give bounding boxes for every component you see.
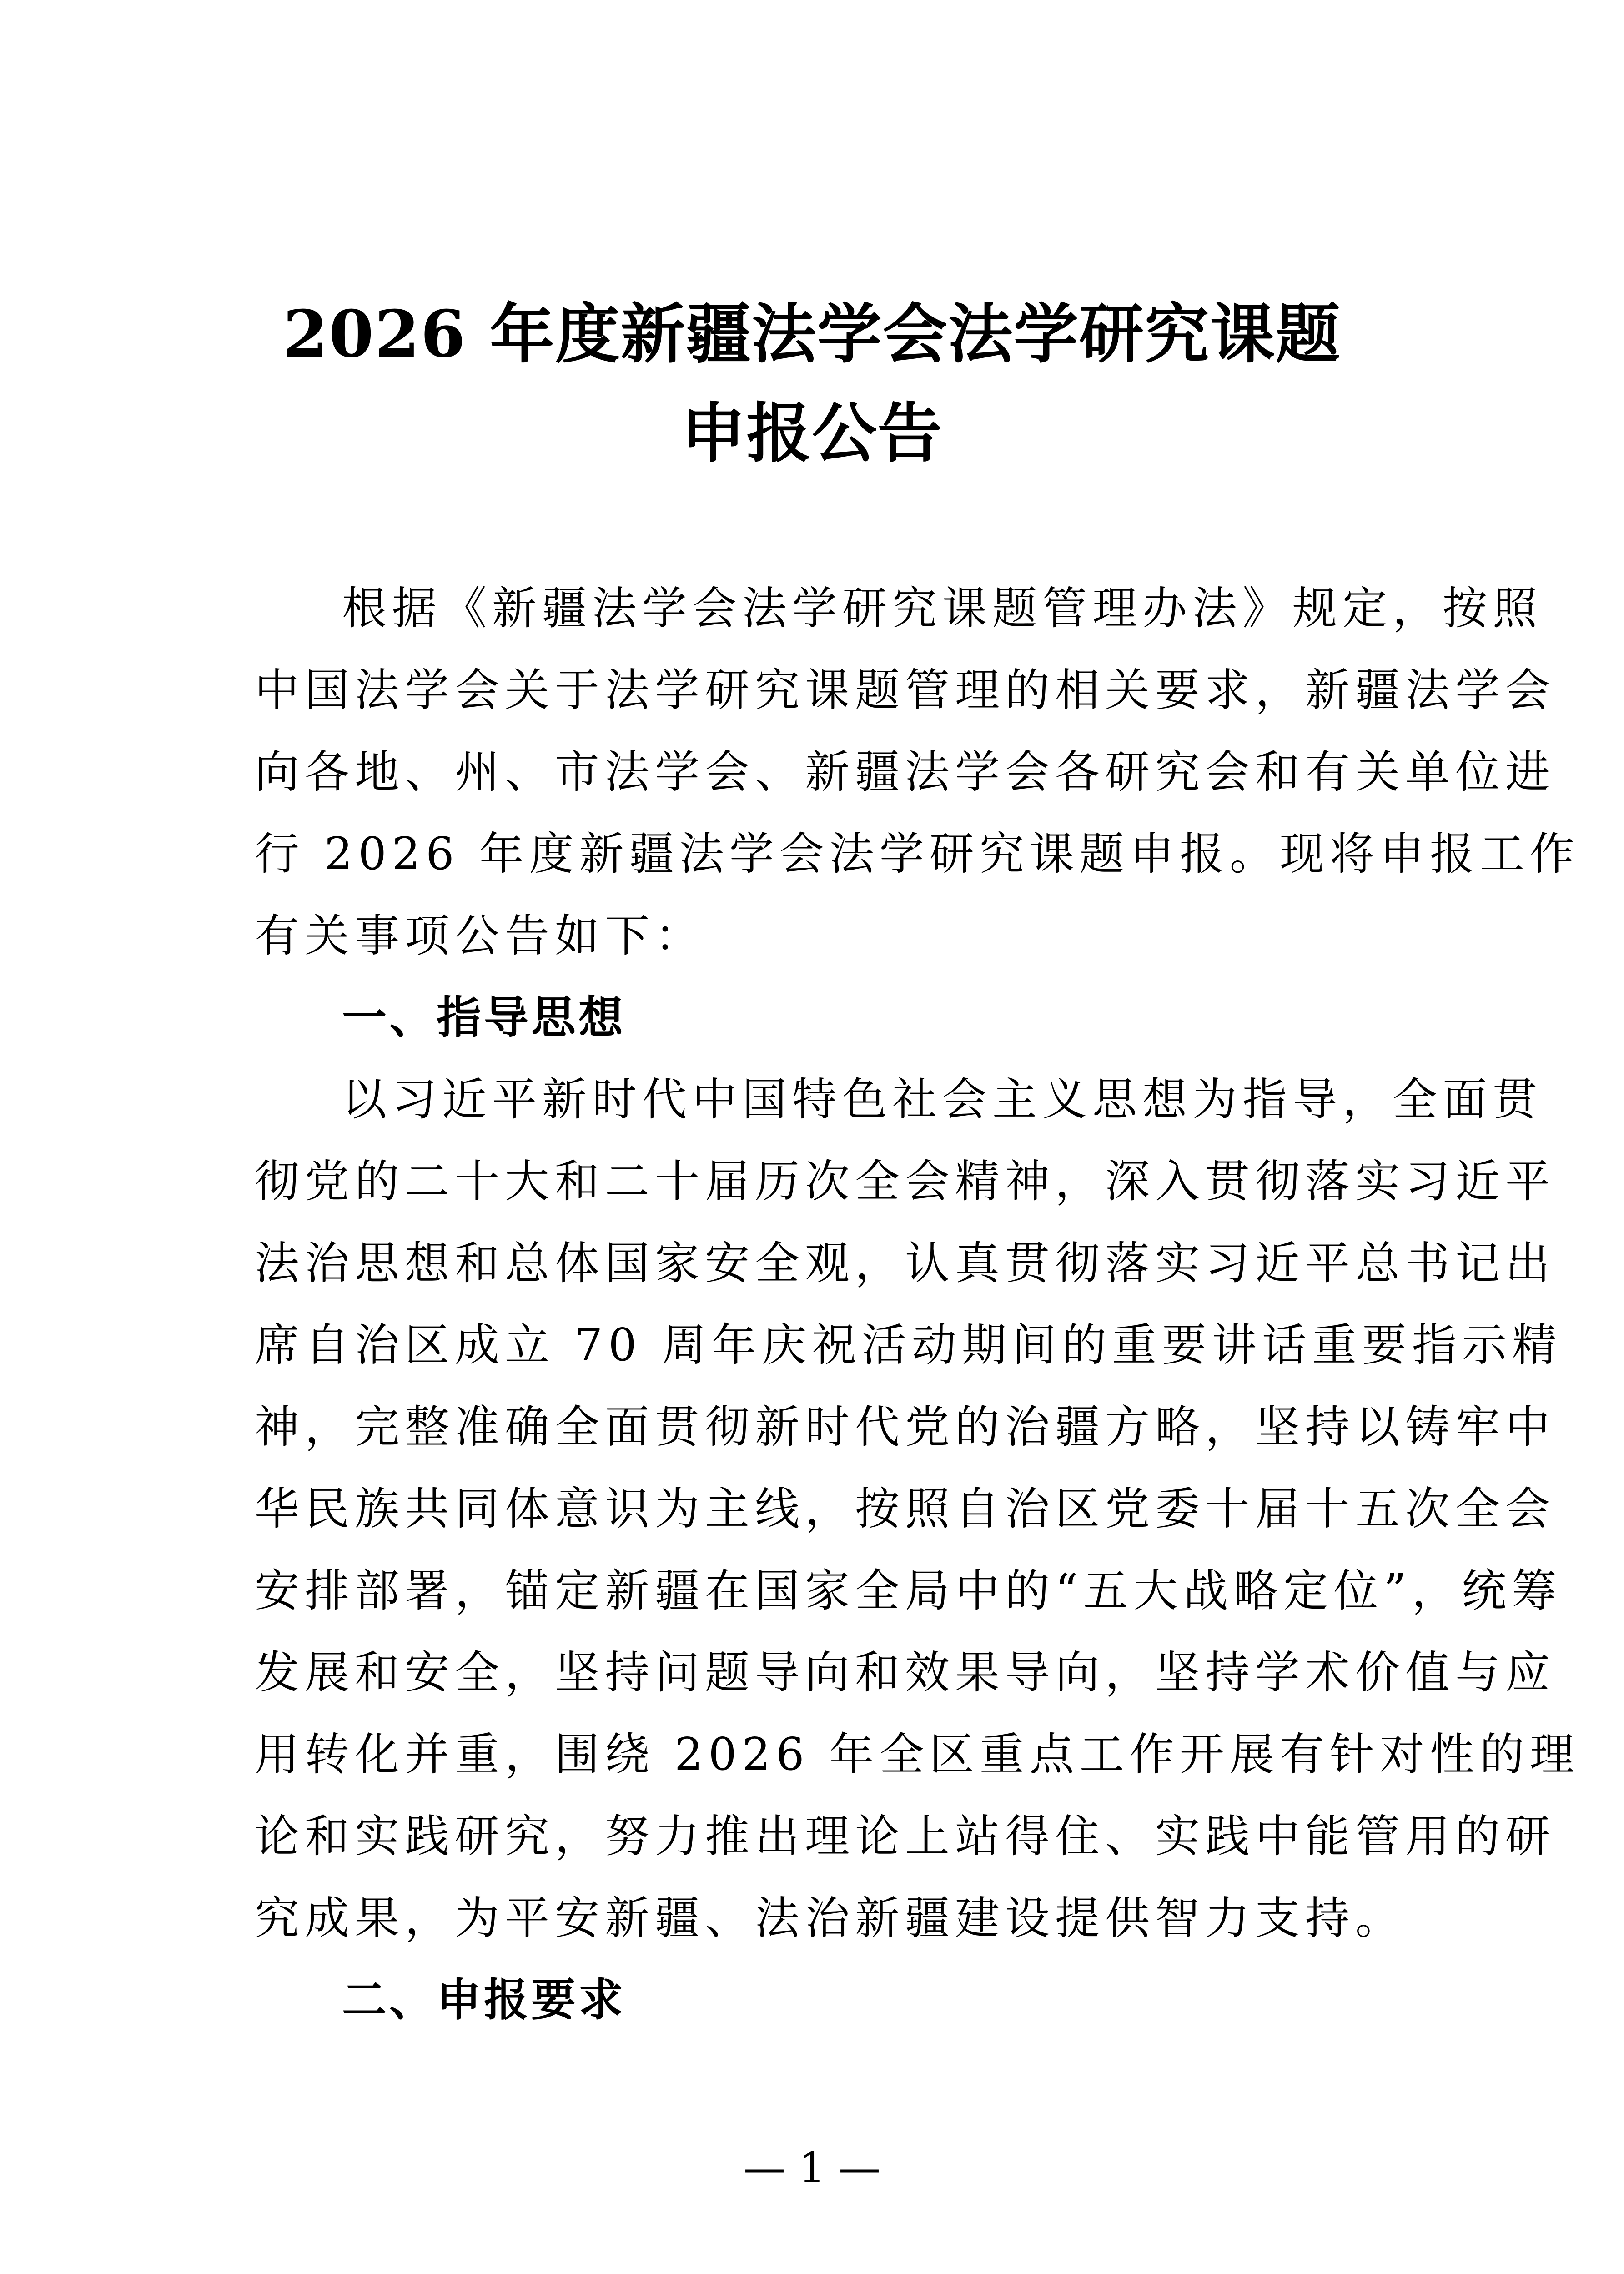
- section1-line: 用转化并重，围绕 2026 年全区重点工作开展有针对性的理: [255, 1729, 1580, 1781]
- document-title-line2: 申报公告: [681, 396, 943, 471]
- section1-line: 法治思想和总体国家安全观，认真贯彻落实习近平总书记出: [255, 1238, 1556, 1289]
- section-heading-application-requirements: 二、申报要求: [342, 1974, 626, 2026]
- section1-line: 华民族共同体意识为主线，按照自治区党委十届十五次全会: [255, 1483, 1556, 1535]
- section1-line: 神，完整准确全面贯彻新时代党的治疆方略，坚持以铸牢中: [255, 1401, 1556, 1453]
- section1-line: 论和实践研究，努力推出理论上站得住、实践中能管用的研: [255, 1811, 1556, 1862]
- intro-line: 行 2026 年度新疆法学会法学研究课题申报。现将申报工作: [255, 828, 1580, 880]
- section1-line: 安排部署，锚定新疆在国家全局中的“五大战略定位”，统筹: [255, 1565, 1562, 1617]
- intro-line: 根据《新疆法学会法学研究课题管理办法》规定，按照: [342, 583, 1543, 634]
- intro-line: 有关事项公告如下：: [255, 910, 705, 962]
- page-number: — 1 —: [743, 2143, 881, 2192]
- section1-line: 究成果，为平安新疆、法治新疆建设提供智力支持。: [255, 1892, 1406, 1944]
- document-title-line1: 2026 年度新疆法学会法学研究课题: [283, 297, 1341, 372]
- section-heading-guiding-ideology: 一、指导思想: [342, 992, 626, 1044]
- section1-line: 席自治区成立 70 周年庆祝活动期间的重要讲话重要指示精: [255, 1319, 1563, 1371]
- intro-line: 中国法学会关于法学研究课题管理的相关要求，新疆法学会: [255, 664, 1556, 716]
- section1-line: 发展和安全，坚持问题导向和效果导向，坚持学术价值与应: [255, 1647, 1556, 1699]
- intro-line: 向各地、州、市法学会、新疆法学会各研究会和有关单位进: [255, 746, 1556, 798]
- section1-line: 以习近平新时代中国特色社会主义思想为指导，全面贯: [342, 1074, 1543, 1126]
- section1-line: 彻党的二十大和二十届历次全会精神，深入贯彻落实习近平: [255, 1156, 1556, 1207]
